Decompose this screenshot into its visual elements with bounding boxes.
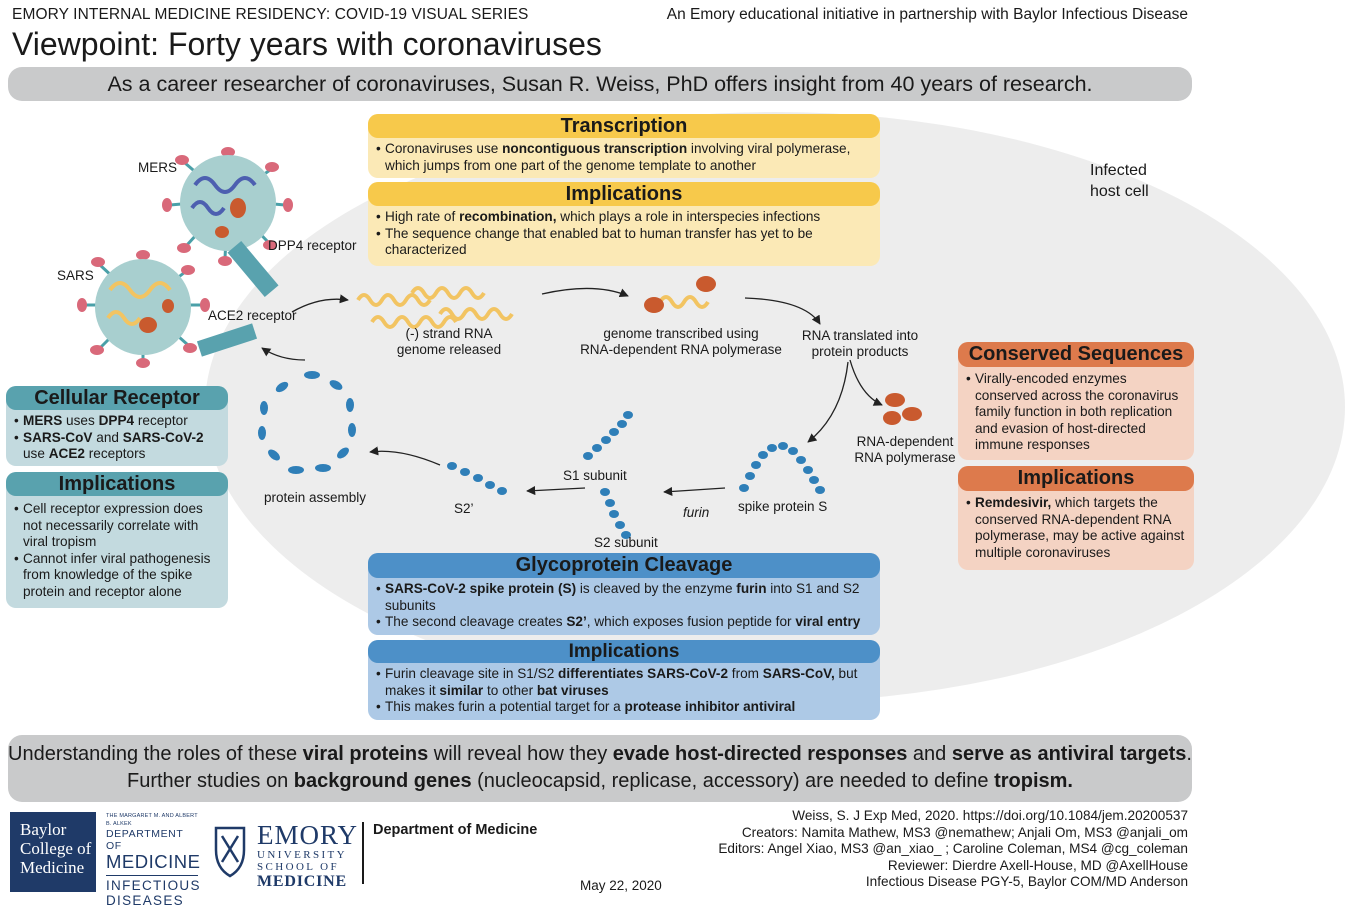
spike-label: spike protein S [738,499,828,514]
text: Further studies on [127,770,294,792]
implications-conserved-box [958,466,1194,570]
conserved-sequences-box [958,342,1194,460]
emory-logo-line: SCHOOL OF [257,861,340,873]
intro-banner: As a career researcher of coronaviruses, Susan R. Weiss, PhD offers insight from 40 years of research. [8,67,1192,101]
text-bold: DPP4 [98,413,135,428]
arrow-furin [664,488,725,492]
editors: Editors: Angel Xiao, MS3 @an_xiao_ ; Caroline Coleman, MS4 @cg_coleman [718,841,1188,857]
baylor-logo [10,812,96,892]
polymerase-label-line1: RNA-dependent [856,434,954,449]
text: uses [62,413,99,428]
text-bold: ACE2 [48,446,85,461]
dept-logo-line: MEDICINE [106,851,201,872]
text-bold: SARS-CoV-2 [122,429,204,445]
text: use [23,446,49,461]
text: , which exposes fusion peptide for [586,614,796,629]
rna-strand-icon [358,288,512,327]
strand-rna-label-line2: genome released [396,342,502,357]
translated-label-line2: protein products [811,344,909,359]
reviewer-affiliation: Infectious Disease PGY-5, Baylor COM/MD Anderson [865,874,1188,890]
arrow-assembly [370,451,440,465]
conserved-bullet-1: • Virally-encoded enzymes conserved across the coronavirus family function in both replication and evasion of host-directed immune responses [966,371,1186,454]
arrow-to-spike [808,362,848,442]
publication-date: May 22, 2020 [580,878,662,893]
conclusion-line-2 [8,768,1192,795]
polymerase-icon [883,393,922,425]
polymerase-label [850,434,960,466]
text-bold: viral proteins [302,743,429,765]
reviewer: Reviewer: Dierdre Axell-House, MD @AxellHouse [887,857,1188,873]
translated-label [795,328,925,360]
text: Furin cleavage site in S1/S2 [385,666,559,681]
text-bold: furin [736,581,767,596]
implications-glycoprotein-box [368,640,880,720]
implications-transcription-bullet-1 [376,209,872,226]
text-bold: similar [439,682,484,698]
emory-logo [257,820,359,891]
implications-receptor-bullet-1: • Cell receptor expression does not necessarily correlate with viral tropism [14,501,220,551]
implications-transcription-bullet-2: • The sequence change that enabled bat to human transfer has yet to be characterized [376,226,872,259]
transcribed-genome-icon [644,276,716,313]
text-bold: tropism. [994,770,1073,792]
emory-logo-line: MEDICINE [257,873,347,890]
text-bold: SARS-CoV [23,429,93,445]
furin-label: furin [683,505,710,520]
arrow-to-polymerase [850,360,882,405]
text: . [1186,743,1192,765]
text-bold: differentiates SARS-CoV-2 [558,666,729,681]
cellular-receptor-box [6,386,228,466]
conserved-heading: Conserved Sequences [958,342,1194,367]
host-cell-label-line1: Infected [1090,162,1147,179]
text: (nucleocapsid, replicase, accessory) are needed to define [471,770,995,792]
mers-label: MERS [138,160,178,175]
text: but makes it [385,666,858,698]
text: which targets the conserved RNA-dependent RNA polymerase, may be active against multiple coronaviruses [975,495,1185,560]
baylor-logo-line: College of [20,839,92,858]
implications-heading: Implications [958,466,1194,491]
implications-receptor-box [6,472,228,608]
s1-subunit-icon [583,411,633,460]
glycoprotein-heading: Glycoprotein Cleavage [368,553,880,578]
page-title: Viewpoint: Forty years with coronaviruses [12,26,602,62]
text-bold: bat viruses [536,682,609,698]
arrow-second-cleavage [527,488,585,491]
host-cell-label-line2: host cell [1090,183,1149,200]
protein-assembly-icon [258,371,356,474]
arrow-translation [745,298,820,324]
transcribed-label-line1: genome transcribed using [603,326,759,341]
s1-label: S1 subunit [563,468,627,483]
text: This makes furin a potential target for a [385,699,625,714]
spike-protein-icon [739,442,825,494]
s2-label: S2 subunit [594,535,658,550]
dept-logo-line: DISEASES [106,893,184,908]
arrow-transcription [542,288,628,296]
text-bold: background genes [293,770,472,792]
sars-virus-icon [77,250,210,368]
ace2-label: ACE2 receptor [208,308,297,323]
implications-heading: Implications [6,472,228,496]
text-bold: noncontiguous transcription [502,141,688,156]
initiative-text: An Emory educational initiative in partnership with Baylor Infectious Disease [666,6,1188,23]
department-of-medicine: Department of Medicine [373,822,538,838]
text-bold: recombination, [459,209,557,224]
text-bold: SARS-CoV, [762,666,835,681]
text: and [907,743,952,765]
text: The second cleavage creates [385,614,567,629]
emory-logo-line: UNIVERSITY [257,849,347,861]
text-bold: MERS [23,413,63,428]
ace2-receptor-icon [197,323,257,356]
arrow-release [262,348,305,360]
dept-logo-line: INFECTIOUS [106,875,198,893]
conclusion-banner [8,735,1192,802]
glycoprotein-bullet-2 [376,614,872,631]
text: Coronaviruses use [385,141,503,156]
baylor-logo-line: Medicine [20,858,85,877]
translated-label-line1: RNA translated into [801,328,919,343]
implications-heading: Implications [368,182,880,206]
text-bold: viral entry [795,614,861,629]
arrow-entry [292,299,348,312]
logo-divider [362,822,364,884]
strand-rna-label [384,326,514,358]
glycoprotein-bullet-1 [376,581,872,614]
implications-glyco-bullet-1 [376,666,872,699]
dept-logo-small: THE MARGARET M. AND ALBERT B. ALKEK [106,813,198,827]
text: involving viral polymerase, which jumps from one part of the genome template to another [385,141,851,173]
text-bold: S2’ [566,614,587,629]
credits [718,808,1188,891]
cellular-receptor-bullet-1 [14,413,220,430]
text: High rate of [385,209,460,224]
text: to other [483,682,537,698]
emory-logo-line: EMORY [257,820,359,850]
text-bold: protease inhibitor antiviral [624,699,796,714]
text: into S1 and S2 subunits [385,581,860,613]
text: which plays a role in interspecies infections [556,209,821,224]
text: is cleaved by the enzyme [576,581,737,596]
transcribed-label [576,326,786,358]
dept-logo-line: DEPARTMENT OF [106,828,184,852]
implications-heading: Implications [368,640,880,663]
cellular-receptor-bullet-2 [14,430,220,463]
implications-transcription-box [368,182,880,266]
text: receptors [84,446,146,461]
s2-prime-label: S2’ [454,501,474,516]
citation: Weiss, S. J Exp Med, 2020. https://doi.org/10.1084/jem.20200537 [792,808,1188,823]
text-bold: serve as antiviral targets [951,743,1187,765]
text-bold: Remdesivir, [975,495,1052,510]
text: and [92,429,123,445]
implications-conserved-bullet-1 [966,495,1186,561]
text: receptor [134,413,188,428]
conclusion-line-1 [8,741,1192,768]
s2-prime-icon [447,462,507,495]
text-bold: SARS-CoV-2 spike protein (S) [385,581,577,596]
assembly-label: protein assembly [264,490,367,505]
s2-subunit-icon [600,488,631,539]
dpp4-label: DPP4 receptor [268,238,357,253]
transcription-heading: Transcription [368,114,880,138]
infectious-diseases-logo [106,812,201,908]
text: Understanding the roles of these [8,743,303,765]
strand-rna-label-line1: (-) strand RNA [405,326,493,341]
baylor-logo-line: Baylor [20,820,67,839]
emory-shield-icon [210,824,250,880]
transcription-box [368,114,880,178]
creators: Creators: Namita Mathew, MS3 @nemathew; Anjali Om, MS3 @anjali_om [741,824,1188,840]
transcription-bullet-1 [376,141,872,174]
implications-glyco-bullet-2 [376,699,872,716]
implications-receptor-bullet-2: • Cannot infer viral pathogenesis from knowledge of the spike protein and receptor alone [14,551,220,601]
glycoprotein-cleavage-box [368,553,880,635]
text: will reveal how they [428,743,613,765]
transcribed-label-line2: RNA-dependent RNA polymerase [580,342,782,357]
series-title: EMORY INTERNAL MEDICINE RESIDENCY: COVID-19 VISUAL SERIES [12,6,529,23]
text: from [728,666,763,681]
polymerase-label-line2: RNA polymerase [854,450,956,465]
sars-label: SARS [57,268,94,283]
cellular-receptor-heading: Cellular Receptor [6,386,228,410]
text-bold: evade host-directed responses [612,743,908,765]
